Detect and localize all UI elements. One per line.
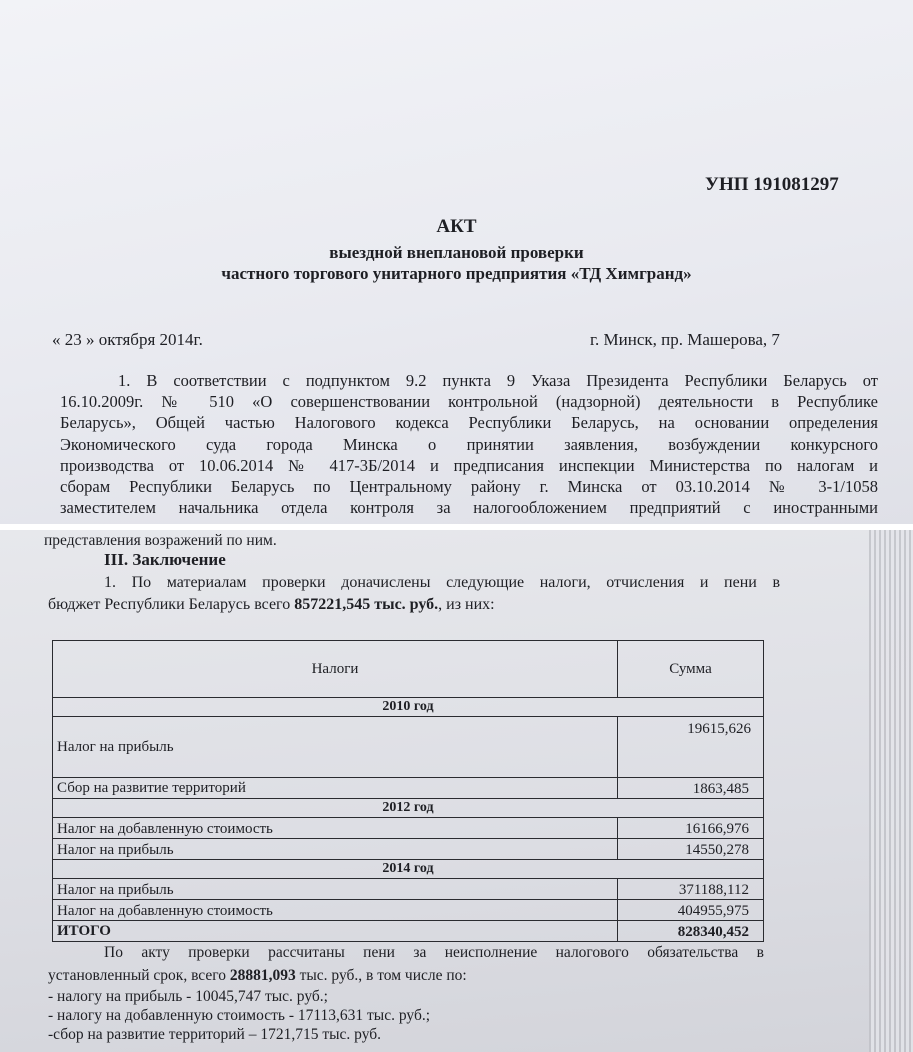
total-amount: 828340,452 [618,921,764,942]
tax-amount-cell: 19615,626 [618,717,764,778]
document-subtitle-line1: выездной внеплановой проверки [329,243,584,262]
penalty-item: - налогу на добавленную стоимость - 17113,631 тыс. руб.; [48,1007,431,1024]
paragraph-line: 16.10.2009г. № 510 «О совершенствовании контрольной (надзорной) деятельности в Республике [60,392,878,412]
tax-table [52,640,764,942]
paper-stack-edge [869,530,913,1052]
act-place: г. Минск, пр. Машерова, 7 [590,330,780,349]
tax-name-cell: Сбор на развитие территорий [53,778,618,799]
paragraph-line: заместителем начальника отдела контроля за налогообложением предприятий с иностранными [60,498,878,518]
tax-amount-cell: 16166,976 [618,818,764,839]
act-first-page [0,0,913,524]
tax-amount-cell: 14550,278 [618,839,764,860]
penalty-line-2: установленный срок, всего 28881,093 тыс. руб., в том числе по: [48,967,467,984]
tax-name-cell: Налог на прибыль [53,717,618,778]
unp-number: УНП 191081297 [705,174,839,195]
column-header-sum: Сумма [618,641,764,698]
document-subtitle-line2: частного торгового унитарного предприятия «ТД Химгранд» [221,264,692,283]
paragraph-line: Экономического суда города Минска о принятии заявления, возбуждении конкурсного [60,434,878,454]
tax-name-cell: Налог на добавленную стоимость [53,900,618,921]
tax-amount-cell: 371188,112 [618,879,764,900]
paragraph-line: производства от 10.06.2014 № 417-3Б/2014 и предписания инспекции Министерства по налогам и [60,455,878,475]
section-title: III. Заключение [104,550,226,569]
penalty-line-1: По акту проверки рассчитаны пени за неисполнение налогового обязательства в [104,944,764,961]
year-row-2012: 2012 год [53,799,764,818]
tax-name-cell: Налог на прибыль [53,879,618,900]
year-row-2014: 2014 год [53,860,764,879]
penalty-item: - налогу на прибыль - 10045,747 тыс. руб.; [48,988,328,1005]
column-header-taxes: Налоги [53,641,618,698]
tax-name-cell: Налог на прибыль [53,839,618,860]
tax-name-cell: Налог на добавленную стоимость [53,818,618,839]
year-row-2010: 2010 год [53,698,764,717]
act-conclusion-page [0,530,913,1052]
conclusion-line-2: бюджет Республики Беларусь всего 857221,545 тыс. руб., из них: [48,596,495,613]
conclusion-line-1: 1. По материалам проверки доначислены следующие налоги, отчисления и пени в [104,574,780,591]
document-title: АКТ [436,216,477,237]
paragraph-line: сборам Республики Беларусь по Центральному району г. Минска от 03.10.2014 № 3-1/1058 [60,477,878,497]
tax-amount-cell: 1863,485 [618,778,764,799]
total-label: ИТОГО [53,921,618,942]
clipped-previous-line: представления возражений по ним. [44,532,277,549]
paragraph-line: 1. В соответствии с подпунктом 9.2 пункта 9 Указа Президента Республики Беларусь от [118,371,878,390]
paragraph-line: Беларусь», Общей частью Налогового кодекса Республики Беларусь, на основании определения [60,413,878,433]
penalty-item: -сбор на развитие территорий – 1721,715 тыс. руб. [48,1026,382,1043]
paragraph-1 [60,370,878,518]
act-date: « 23 » октября 2014г. [52,330,203,349]
tax-amount-cell: 404955,975 [618,900,764,921]
